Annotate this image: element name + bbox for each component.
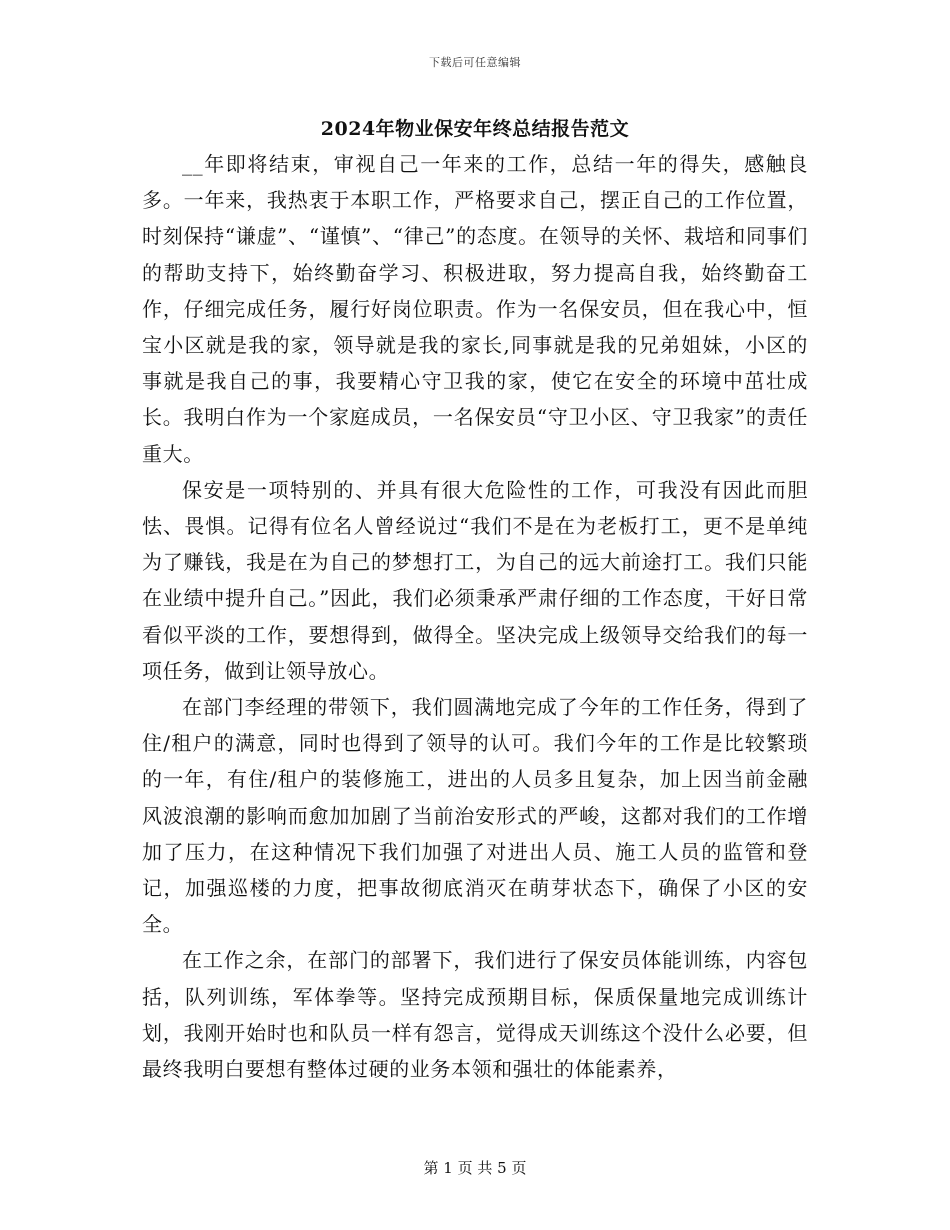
- paragraph-4: 在工作之余，在部门的部署下，我们进行了保安员体能训练，内容包括，队列训练，军体拳等。坚持完成预期目标，保质保量地完成训练计划，我刚开始时也和队员一样有怨言，觉得成天训练这个没什么必要，但最终我明白要想有整体过硬的业务本领和强壮的体能素养，: [142, 948, 808, 1082]
- document-body: [142, 146, 808, 1087]
- header-note: 下载后可任意编辑: [429, 56, 521, 69]
- document-title: 2024年物业保安年终总结报告范文: [320, 118, 630, 140]
- page-number: 第 1 页 共 5 页: [423, 1159, 527, 1177]
- paragraph-1: __年即将结束，审视自己一年来的工作，总结一年的得失，感触良多。一年来，我热衷于本职工作，严格要求自己，摆正自己的工作位置，时刻保持“谦虚”、“谨慎”、“律己”的态度。在领导的关怀、栽培和同事们的帮助支持下，始终勤奋学习、积极进取，努力提高自我，始终勤奋工作，仔细完成任务，履行好岗位职责。作为一名保安员，但在我心中，恒宝小区就是我的家，领导就是我的家长,同事就是我的兄弟姐妹，小区的事就是我自己的事，我要精心守卫我的家，使它在安全的环境中茁壮成长。我明白作为一个家庭成员，一名保安员“守卫小区、守卫我家”的责任重大。: [142, 152, 808, 466]
- paragraph-2: 保安是一项特别的、并具有很大危险性的工作，可我没有因此而胆怯、畏惧。记得有位名人曾经说过“我们不是在为老板打工，更不是单纯为了赚钱，我是在为自己的梦想打工，为自己的远大前途打工。我们只能在业绩中提升自己。”因此，我们必须秉承严肃仔细的工作态度，干好日常看似平淡的工作，要想得到，做得全。坚决完成上级领导交给我们的每一项任务，做到让领导放心。: [142, 477, 808, 683]
- paragraph-3: 在部门李经理的带领下，我们圆满地完成了今年的工作任务，得到了住/租户的满意，同时也得到了领导的认可。我们今年的工作是比较繁琐的一年，有住/租户的装修施工，进出的人员多且复杂，加上因当前金融风波浪潮的影响而愈加加剧了当前治安形式的严峻，这都对我们的工作增加了压力，在这种情况下我们加强了对进出人员、施工人员的监管和登记，加强巡楼的力度，把事故彻底消灭在萌芽状态下，确保了小区的安全。: [142, 695, 808, 937]
